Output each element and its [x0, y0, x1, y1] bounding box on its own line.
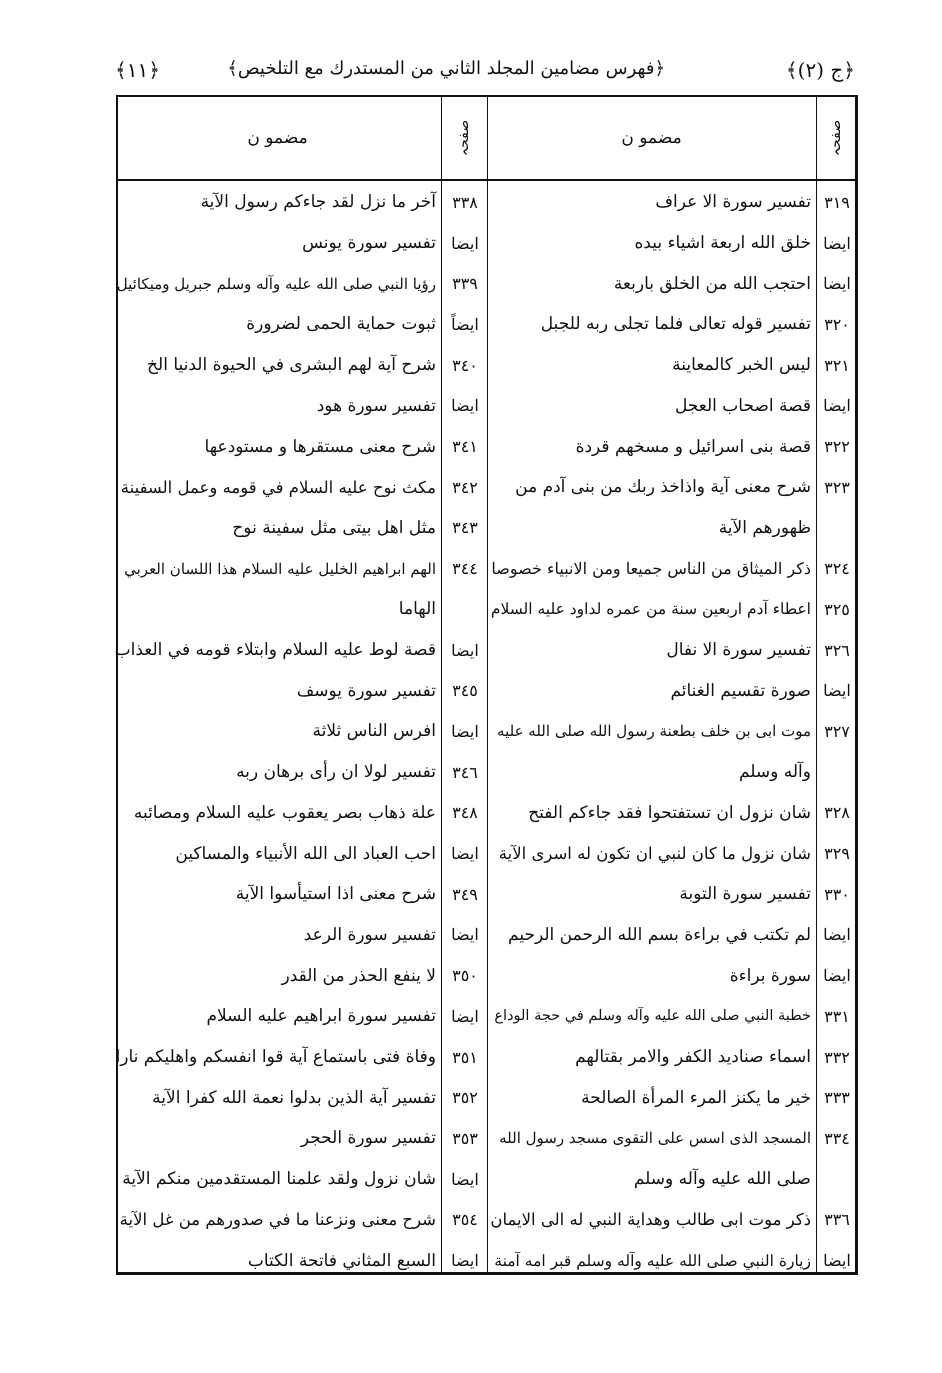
right-page-number — [819, 752, 855, 793]
table-row — [118, 874, 855, 915]
table-row — [118, 223, 855, 264]
left-entry-text: تفسير سورة الحجر — [300, 1128, 436, 1149]
left-entry-text: احب العباد الى الله الأنبياء والمساكين — [175, 843, 436, 864]
left-entry-text: ثبوت حماية الحمى لضرورة — [246, 314, 436, 335]
left-page-number: ايضا — [451, 1251, 479, 1271]
table-row — [118, 508, 855, 549]
table-row — [118, 996, 855, 1037]
left-page-number: ٣٤٢ — [452, 477, 478, 497]
right-page-number: ٣٢٥ — [824, 599, 850, 619]
table-row — [118, 548, 855, 589]
table-row — [118, 833, 855, 874]
right-entry-text: لم تكتب في براءة بسم الله الرحمن الرحيم — [508, 924, 811, 945]
left-page-number: ٣٤٠ — [452, 355, 478, 375]
left-entry-text: تفسير آية الذين بدلوا نعمة الله كفرا الآية — [152, 1087, 436, 1108]
left-entry-text: شرح معنى اذا استيأسوا الآية — [235, 884, 436, 905]
table-row — [118, 915, 855, 956]
left-entry-text: الهم ابراهيم الخليل عليه السلام هذا اللسان العربي — [124, 559, 436, 578]
left-entry-text: تفسير سورة ابراهيم عليه السلام — [206, 1006, 436, 1027]
left-entry-text: مكث نوح عليه السلام في قومه وعمل السفينة — [120, 477, 436, 497]
right-entry-text: شان نزول ما كان لنبي ان تكون له اسرى الآية — [498, 844, 811, 864]
right-entry-text: المسجد الذى اسس على التقوى مسجد رسول الله — [499, 1129, 811, 1148]
right-entry-text: ذكر موت ابى طالب وهداية النبي له الى الايمان — [490, 1210, 811, 1230]
right-page-number: ٣١٩ — [824, 192, 850, 212]
left-page-number: ٣٥١ — [452, 1047, 478, 1067]
left-page-number: ٣٥٤ — [452, 1210, 478, 1230]
right-entry-text: تفسير قوله تعالى فلما تجلى ربه للجبل — [540, 314, 811, 335]
table-row — [118, 426, 855, 467]
left-page-column-header: صفحہ — [456, 119, 472, 157]
right-page-number: ٣٢٦ — [824, 640, 850, 660]
volume-label: ﴿ج (٢)﴾ — [785, 58, 855, 82]
right-entry-text: قصة بنى اسرائيل و مسخهم قردة — [575, 436, 811, 457]
table-row — [118, 793, 855, 834]
right-entry-text: تفسير سورة التوبة — [679, 884, 811, 905]
right-entry-text: صلى الله عليه وآله وسلم — [633, 1169, 811, 1190]
right-entry-text: خير ما يكنز المرء المرأة الصالحة — [581, 1087, 811, 1108]
right-page-number: ايضا — [823, 274, 851, 294]
right-page-number: ٣٣٦ — [824, 1210, 850, 1230]
right-entry-text: احتجب الله من الخلق باربعة — [613, 273, 811, 294]
left-page-number: ايضا — [451, 1169, 479, 1189]
right-page-number: ٣٣٢ — [824, 1047, 850, 1067]
right-page-number: ايضا — [823, 1251, 851, 1271]
left-page-number: ٣٤٩ — [452, 884, 478, 904]
right-entry-text: صورة تقسيم الغنائم — [670, 680, 811, 701]
right-page-number: ايضا — [823, 925, 851, 945]
right-page-number: ٣٢٢ — [824, 437, 850, 457]
right-entry-text: ليس الخبر كالمعاينة — [672, 355, 811, 376]
right-entry-text: خلق الله اربعة اشياء بيده — [634, 233, 811, 254]
index-table — [116, 95, 858, 1275]
right-entry-text: زيارة النبي صلى الله عليه وآله وسلم قبر امه آمنة — [494, 1251, 811, 1270]
left-entry-text: شرح معنى ونزعنا ما في صدورهم من غل الآية — [119, 1210, 436, 1230]
table-row — [118, 182, 855, 223]
left-entry-text: تفسير سورة هود — [316, 395, 436, 416]
right-page-number: ٣٢١ — [824, 355, 850, 375]
right-entry-text: قصة اصحاب العجل — [674, 395, 811, 416]
right-entry-text: تفسير سورة الا عراف — [655, 192, 811, 213]
left-page-number: ٣٤٨ — [452, 803, 478, 823]
right-page-number: ٣٢٠ — [824, 314, 850, 334]
left-entry-text: رؤيا النبي صلى الله عليه وآله وسلم جبريل وميكائيل — [116, 274, 436, 293]
left-entry-text: علة ذهاب بصر يعقوب عليه السلام ومصائبه — [133, 802, 436, 823]
right-entry-text: ظهورهم الآية — [718, 517, 811, 538]
right-page-number: ٣٢٤ — [824, 559, 850, 579]
right-page-number: ايضا — [823, 233, 851, 253]
right-entry-text: اسماء صناديد الكفر والامر بقتالهم — [575, 1047, 811, 1068]
left-entry-text: تفسير سورة يونس — [302, 233, 436, 254]
right-entry-text: ذكر الميثاق من الناس جميعا ومن الانبياء خصوصا — [491, 559, 811, 579]
table-row — [118, 1159, 855, 1200]
left-page-number: ايضا — [451, 396, 479, 416]
left-page-number: ٣٥٢ — [452, 1088, 478, 1108]
left-entry-text: تفسير سورة الرعد — [303, 924, 436, 945]
right-entry-text: خطبة النبي صلى الله عليه وآله وسلم في حجة الوداع — [494, 1008, 811, 1025]
right-entry-text: شان نزول ان تستفتحوا فقد جاءكم الفتح — [528, 802, 811, 823]
left-entry-text: وفاة فتى باستماع آية قوا انفسكم واهليكم نارا — [115, 1047, 436, 1068]
table-row — [118, 304, 855, 345]
table-row — [118, 467, 855, 508]
table-row — [118, 1118, 855, 1159]
right-page-number: ٣٢٨ — [824, 803, 850, 823]
table-row — [118, 263, 855, 304]
left-page-number: ٣٤١ — [452, 437, 478, 457]
right-entry-text: وآله وسلم — [738, 762, 811, 783]
left-page-number: ٣٤٥ — [452, 681, 478, 701]
table-row — [118, 955, 855, 996]
left-entry-text: افرس الناس ثلاثة — [312, 721, 436, 742]
right-content-column-header: مضمو ن — [621, 128, 682, 148]
table-row — [118, 345, 855, 386]
left-content-column-header: مضمو ن — [247, 128, 308, 148]
left-page-number: ٣٥٣ — [452, 1128, 478, 1148]
left-page-number: ٣٥٠ — [452, 966, 478, 986]
left-entry-text: قصة لوط عليه السلام وابتلاء قومه في العذاب — [115, 640, 436, 661]
right-entry-text: اعطاء آدم اربعين سنة من عمره لداود عليه السلام — [490, 600, 811, 619]
page-header — [115, 52, 855, 92]
left-page-number: ايضا — [451, 233, 479, 253]
right-page-number: ايضا — [823, 681, 851, 701]
right-page-number: ٣٢٧ — [824, 721, 850, 741]
right-entry-text: موت ابى بن خلف بطعنة رسول الله صلى الله عليه — [497, 722, 811, 741]
left-page-number: ٣٣٨ — [452, 192, 478, 212]
left-page-number: ٣٤٣ — [452, 518, 478, 538]
right-entry-text: تفسير سورة الا نفال — [666, 640, 811, 661]
table-row — [115, 630, 855, 671]
right-page-column-header: صفحہ — [828, 119, 844, 157]
right-page-number: ايضا — [823, 966, 851, 986]
right-page-number — [819, 508, 855, 549]
left-entry-text: تفسير سورة يوسف — [296, 680, 436, 701]
left-page-number: ايضا — [451, 844, 479, 864]
left-page-number — [444, 589, 486, 630]
left-entry-text: السبع المثاني فاتحة الكتاب — [247, 1250, 436, 1271]
left-page-number: ايضاً — [451, 314, 479, 334]
right-page-number: ايضا — [823, 396, 851, 416]
right-page-number — [819, 1159, 855, 1200]
right-page-number: ٣٣٠ — [824, 884, 850, 904]
right-page-number: ٣٢٩ — [824, 844, 850, 864]
left-entry-text: شان نزول ولقد علمنا المستقدمين منكم الآية — [122, 1169, 436, 1190]
left-page-number: ايضا — [451, 640, 479, 660]
left-page-number: ايضا — [451, 925, 479, 945]
left-page-number: ايضا — [451, 1006, 479, 1026]
left-page-number: ايضا — [451, 721, 479, 741]
table-row — [118, 1077, 855, 1118]
left-page-number: ٣٣٩ — [452, 274, 478, 294]
table-row — [118, 386, 855, 427]
right-entry-text: شرح معنى آية واذاخذ ربك من بنى آدم من — [515, 477, 811, 498]
left-entry-text: آخر ما نزل لقد جاءكم رسول الآية — [200, 192, 436, 213]
right-entry-text: سورة براءة — [729, 965, 811, 986]
left-entry-text: تفسير لولا ان رأى برهان ربه — [236, 762, 436, 783]
table-row — [118, 670, 855, 711]
right-page-number: ٣٣٣ — [824, 1088, 850, 1108]
left-page-number: ٣٤٦ — [452, 762, 478, 782]
table-row — [118, 1200, 855, 1241]
left-entry-text: شرح معنى مستقرها و مستودعها — [204, 436, 436, 457]
header-title: ﴿فهرس مضامين المجلد الثاني من المستدرك مع التلخيص﴾ — [227, 58, 665, 79]
table-row — [118, 589, 855, 630]
table-row — [118, 711, 855, 752]
table-row — [118, 1240, 855, 1281]
table-row — [118, 752, 855, 793]
right-page-number: ٣٢٣ — [824, 477, 850, 497]
left-entry-text: الهاما — [398, 599, 436, 620]
left-entry-text: مثل اهل بيتى مثل سفينة نوح — [232, 517, 436, 538]
right-page-number: ٣٣٤ — [824, 1128, 850, 1148]
table-row — [115, 1037, 855, 1078]
page-number: ﴿١١﴾ — [115, 58, 160, 82]
left-page-number: ٣٤٤ — [452, 559, 478, 579]
left-entry-text: شرح آية لهم البشرى في الحيوة الدنيا الخ — [147, 355, 436, 376]
right-page-number: ٣٣١ — [824, 1006, 850, 1026]
left-entry-text: لا ينفع الحذر من القدر — [281, 965, 436, 986]
